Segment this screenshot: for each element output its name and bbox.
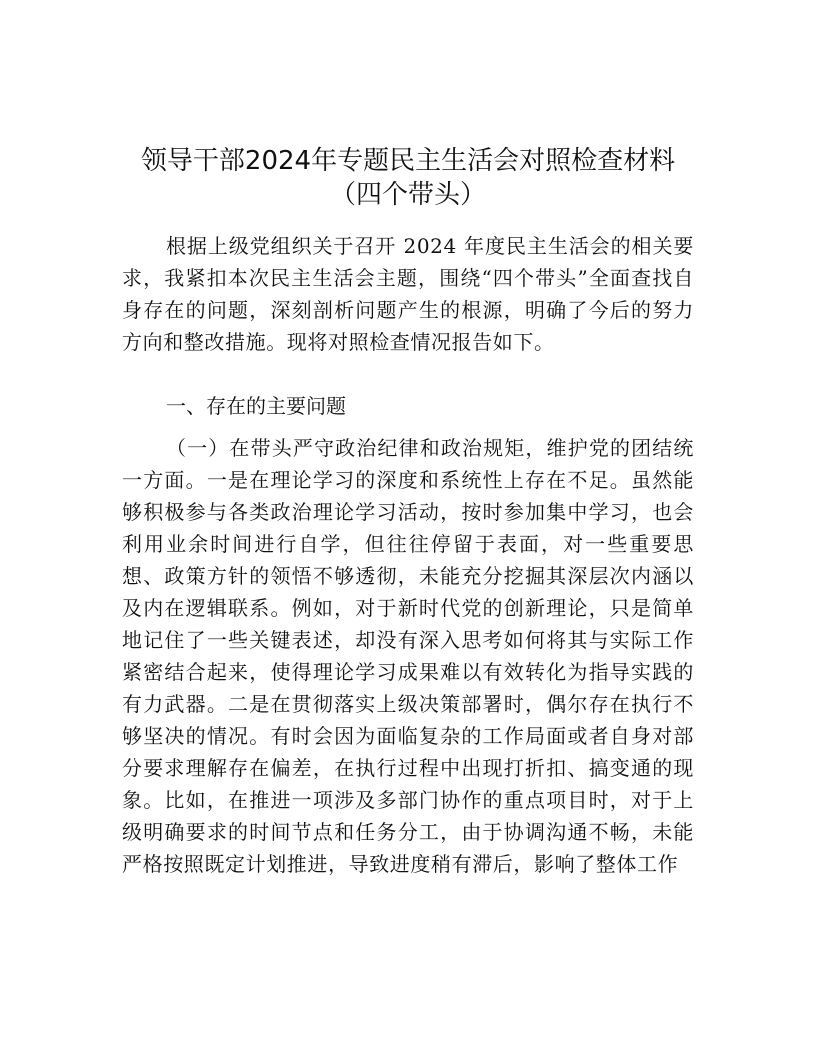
document-title-line2: （四个带头） [329,180,486,210]
document-title-line1: 领导干部2024年专题民主生活会对照检查材料 [140,146,676,176]
section-paragraph: （一）在带头严守政治纪律和政治规矩，维护党的团结统一方面。一是在理论学习的深度和系统性上存在不足。虽然能够积极参与各类政治理论学习活动，按时参加集中学习，也会利用业余时间进行自学，但往往停留于表面，对一些重要思想、政策方针的领悟不够透彻，未能充分挖掘其深层次内涵以及内在逻辑联系。例如，对于新时代党的创新理论，只是简单地记住了一些关键表述，却没有深入思考如何将其与实际工作紧密结合起来，使得理论学习成果难以有效转化为指导实践的有力武器。二是在贯彻落实上级决策部署时，偶尔存在执行不够坚决的情况。有时会因为面临复杂的工作局面或者自身对部分要求理解存在偏差，在执行过程中出现打折扣、搞变通的现象。比如，在推进一项涉及多部门协作的重点项目时，对于上级明确要求的时间节点和任务分工，由于协调沟通不畅，未能严格按照既定计划推进，导致进度稍有滞后，影响了整体工作 [122,436,694,876]
section-heading: 一、存在的主要问题 [166,394,346,418]
intro-paragraph: 根据上级党组织关于召开 2024 年度民主生活会的相关要求，我紧扣本次民主生活会主题，围绕“四个带头”全面查找自身存在的问题，深刻剖析问题产生的根源，明确了今后的努力方向和整改措施。现将对照检查情况报告如下。 [122,234,694,354]
